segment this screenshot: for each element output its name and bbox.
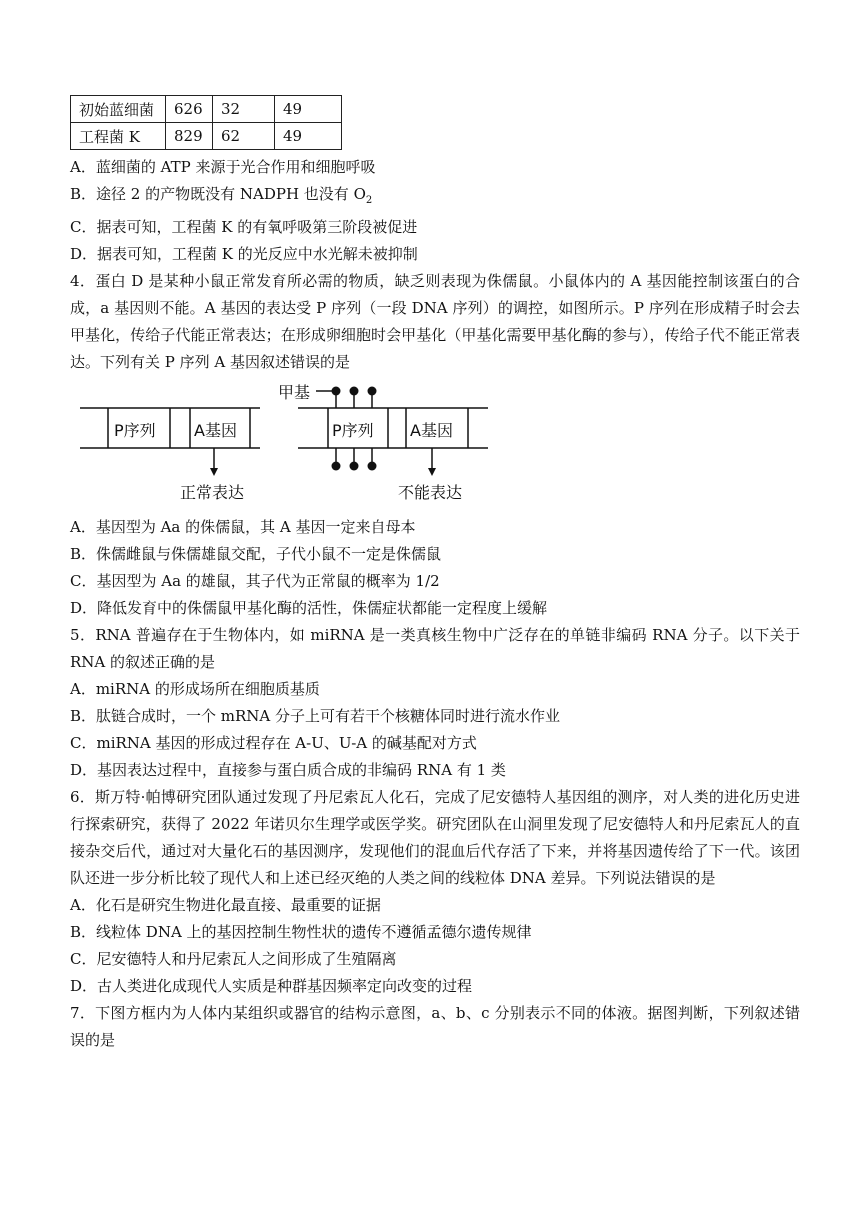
table-row (71, 96, 342, 123)
q5-option-c: C．miRNA 基因的形成过程存在 A-U、U-A 的碱基配对方式 (70, 734, 477, 752)
p-sequence-label-right: P序列 (332, 421, 374, 440)
q4-option-b: B．侏儒雌鼠与侏儒雄鼠交配，子代小鼠不一定是侏儒鼠 (70, 545, 442, 563)
table-cell: 626 (166, 96, 213, 123)
q7-stem: 7．下图方框内为人体内某组织或器官的结构示意图，a、b、c 分别表示不同的体液。据图判断，下列叙述错误的是 (70, 1004, 800, 1049)
q3-option-d: D．据表可知，工程菌 K 的光反应中水光解未被抑制 (70, 245, 418, 263)
table-cell: 初始蓝细菌 (71, 96, 166, 123)
q3-option-a: A．蓝细菌的 ATP 来源于光合作用和细胞呼吸 (70, 158, 376, 176)
q6-option-d: D．古人类进化成现代人实质是种群基因频率定向改变的过程 (70, 977, 473, 995)
q4-stem: 4．蛋白 D 是某种小鼠正常发育所必需的物质，缺乏则表现为侏儒鼠。小鼠体内的 A 基因能控制该蛋白的合成，a 基因则不能。A 基因的表达受 P 序列（一段 DNA 序列）的调控，如图所示。P 序列在形成精子时会去甲基化，传给子代能正常表达；在形成卵细胞时会甲基化（甲基化需要甲基化酶的参与），传给子代不能正常表达。下列有关 P 序列 A 基因叙述错误的是 (70, 272, 800, 371)
table-cell: 工程菌 K (71, 123, 166, 150)
q6-option-c: C．尼安德特人和丹尼索瓦人之间形成了生殖隔离 (70, 950, 397, 968)
q5-option-b: B．肽链合成时，一个 mRNA 分子上可有若干个核糖体同时进行流水作业 (70, 707, 561, 725)
q4-option-c: C．基因型为 Aa 的雄鼠，其子代为正常鼠的概率为 1/2 (70, 572, 440, 590)
table-cell: 32 (213, 96, 275, 123)
q3-option-c: C．据表可知，工程菌 K 的有氧呼吸第三阶段被促进 (70, 218, 418, 236)
a-gene-label-left: A基因 (194, 421, 237, 440)
q5-stem: 5．RNA 普遍存在于生物体内，如 miRNA 是一类真核生物中广泛存在的单链非编码 RNA 分子。以下关于 RNA 的叙述正确的是 (70, 626, 800, 671)
q3-option-b-subscript: 2 (365, 195, 373, 206)
q5-option-d: D．基因表达过程中，直接参与蛋白质合成的非编码 RNA 有 1 类 (70, 761, 506, 779)
q6-option-a: A．化石是研究生物进化最直接、最重要的证据 (70, 896, 381, 914)
no-expression-label: 不能表达 (398, 483, 463, 502)
q6-option-b: B．线粒体 DNA 上的基因控制生物性状的遗传不遵循孟德尔遗传规律 (70, 923, 532, 941)
q4-option-a: A．基因型为 Aa 的侏儒鼠，其 A 基因一定来自母本 (70, 518, 416, 536)
p-sequence-label-left: P序列 (114, 421, 156, 440)
q5-option-a: A．miRNA 的形成场所在细胞质基质 (70, 680, 320, 698)
q6-stem: 6．斯万特·帕博研究团队通过发现了丹尼索瓦人化石，完成了尼安德特人基因组的测序，对人类的进化历史进行探索研究，获得了 2022 年诺贝尔生理学或医学奖。研究团队在山洞里发现了尼安德特人和丹尼索瓦人的直接杂交后代，通过对大量化石的基因测序，发现他们的混血后代存活了下来，并将基因遗传给了下一代。该团队还进一步分析比较了现代人和上述已经灭绝的人类之间的线粒体 DNA 差异。下列说法错误的是 (70, 788, 800, 887)
methyl-label: 甲基 (278, 383, 311, 402)
table-cell: 62 (213, 123, 275, 150)
q3-option-b-text: B．途径 2 的产物既没有 NADPH 也没有 O (70, 185, 366, 203)
q4-option-d: D．降低发育中的侏儒鼠甲基化酶的活性，侏儒症状都能一定程度上缓解 (70, 599, 548, 617)
table-cell: 49 (275, 96, 342, 123)
table-row (71, 123, 342, 150)
data-table (70, 95, 342, 150)
p-sequence-diagram (80, 380, 500, 508)
table-cell: 49 (275, 123, 342, 150)
normal-expression-label: 正常表达 (180, 483, 245, 502)
a-gene-label-right: A基因 (410, 421, 453, 440)
exam-page (70, 95, 800, 1054)
q3-option-b (70, 181, 800, 214)
table-cell: 829 (166, 123, 213, 150)
